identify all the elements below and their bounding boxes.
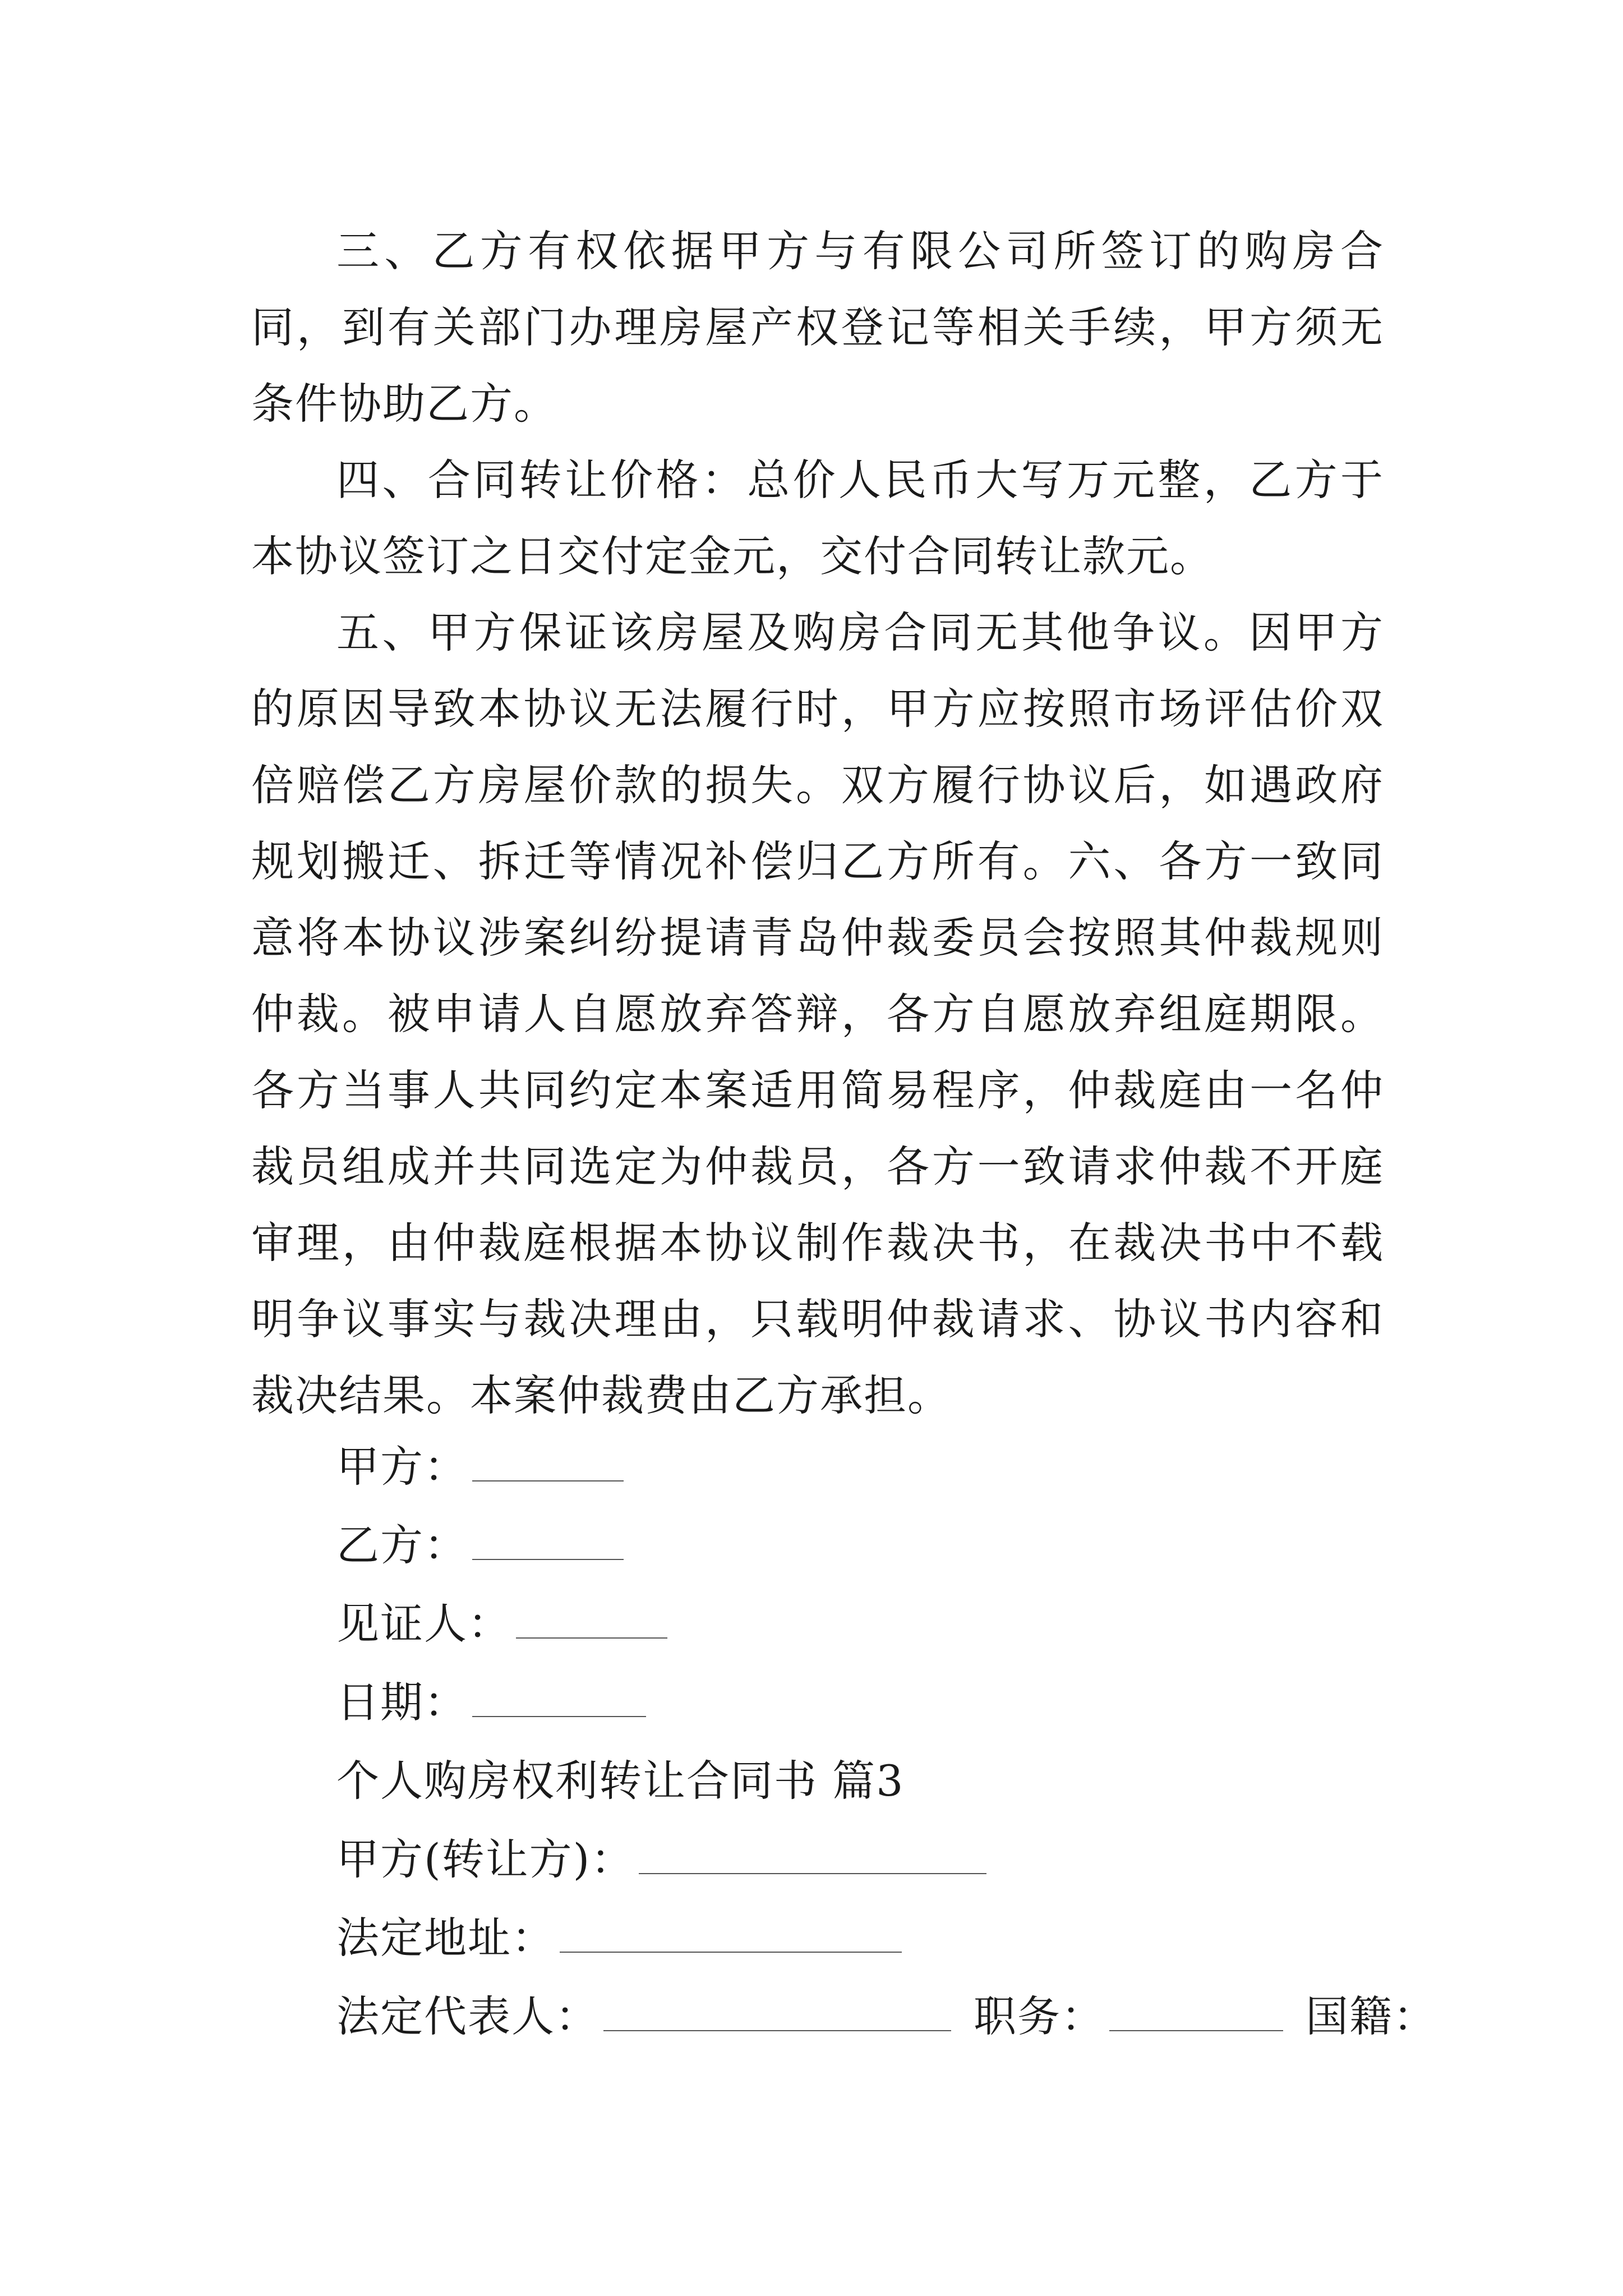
witness-blank bbox=[516, 1604, 667, 1639]
party-a-blank bbox=[472, 1447, 624, 1481]
legal-rep-line bbox=[336, 1986, 1437, 2047]
section-title: 个人购房权利转让合同书 篇3 bbox=[336, 1756, 905, 1806]
position-blank bbox=[1109, 1996, 1283, 2031]
legal-rep-blank bbox=[603, 1996, 951, 2031]
nationality-label: 国籍： bbox=[1306, 1991, 1437, 2041]
witness-label: 见证人： bbox=[336, 1599, 511, 1649]
clause-three: 三、乙方有权依据甲方与有限公司所签订的购房合同，到有关部门办理房屋产权登记等相关手续，甲方须无条件协助乙方。 bbox=[251, 226, 1384, 429]
party-b-signature-line bbox=[336, 1515, 646, 1576]
party-a-label: 甲方： bbox=[336, 1442, 468, 1492]
position-label: 职务： bbox=[974, 1991, 1105, 2041]
party-a-signature-line bbox=[336, 1436, 646, 1498]
section-title-line bbox=[336, 1750, 905, 1812]
legal-address-line bbox=[336, 1907, 924, 1969]
legal-address-label: 法定地址： bbox=[336, 1913, 555, 1963]
transferor-label: 甲方(转让方)： bbox=[336, 1834, 635, 1884]
legal-address-blank bbox=[560, 1918, 902, 1953]
witness-signature-line bbox=[336, 1593, 690, 1655]
contract-body bbox=[251, 213, 1384, 1434]
party-b-label: 乙方： bbox=[336, 1520, 468, 1570]
date-blank bbox=[472, 1682, 646, 1717]
legal-rep-label: 法定代表人： bbox=[336, 1991, 599, 2041]
date-label: 日期： bbox=[336, 1677, 468, 1727]
transferor-blank bbox=[639, 1839, 986, 1874]
date-line bbox=[336, 1672, 668, 1733]
clause-four: 四、合同转让价格：总价人民币大写万元整，乙方于本协议签订之日交付定金元，交付合同转让款元。 bbox=[251, 455, 1384, 581]
clause-five-six: 五、甲方保证该房屋及购房合同无其他争议。因甲方的原因导致本协议无法履行时，甲方应按照市场评估价双倍赔偿乙方房屋价款的损失。双方履行协议后，如遇政府规划搬迁、拆迁等情况补偿归乙方所有。六、各方一致同意将本协议涉案纠纷提请青岛仲裁委员会按照其仲裁规则仲裁。被申请人自愿放弃答辩，各方自愿放弃组庭期限。各方当事人共同约定本案适用简易程序，仲裁庭由一名仲裁员组成并共同选定为仲裁员，各方一致请求仲裁不开庭审理，由仲裁庭根据本协议制作裁决书，在裁决书中不载明争议事实与裁决理由，只载明仲裁请求、协议书内容和裁决结果。本案仲裁费由乙方承担。 bbox=[251, 608, 1384, 1420]
transferor-line bbox=[336, 1829, 1009, 1890]
party-b-blank bbox=[472, 1525, 624, 1560]
